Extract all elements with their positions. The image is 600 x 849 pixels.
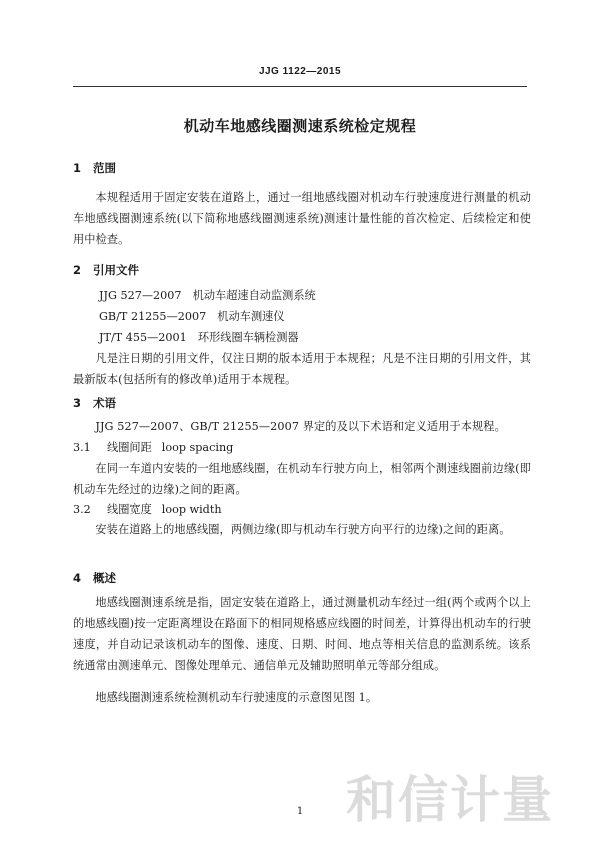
page-title: 机动车地感线圈测速系统检定规程 xyxy=(183,117,417,135)
section-title: 概述 xyxy=(93,571,116,585)
header-divider xyxy=(73,86,527,87)
section-number: 3 xyxy=(73,396,82,410)
reference-item: JJG 527—2007 机动车超速自动监测系统 xyxy=(99,289,316,302)
section-4-heading xyxy=(73,570,116,586)
watermark-logo: 和信计量 xyxy=(346,771,554,829)
section-2-paragraph: 凡是注日期的引用文件，仅注日期的版本适用于本规程；凡是不注日期的引用文件，其最新版本(包括所有的修改单)适用于本规程。 xyxy=(73,352,531,386)
term-3-1-heading xyxy=(73,437,233,458)
section-2-heading xyxy=(73,262,139,278)
section-number: 1 xyxy=(73,161,82,175)
term-en: loop spacing xyxy=(161,441,234,454)
reference-item: GB/T 21255—2007 机动车测速仪 xyxy=(99,310,285,323)
section-title: 术语 xyxy=(93,396,116,410)
section-3-heading xyxy=(73,395,116,411)
section-3-paragraph: JJG 527—2007、GB/T 21255—2007 界定的及以下术语和定义适用于本规程。 xyxy=(95,420,506,433)
term-number: 3.1 xyxy=(73,441,91,454)
term-3-2-heading xyxy=(73,499,222,520)
term-zh: 线圈间距 xyxy=(107,441,152,454)
page-number: 1 xyxy=(296,806,304,817)
term-3-1-definition: 在同一车道内安装的一组地感线圈，在机动车行驶方向上，相邻两个测速线圈前边缘(即机动车先经过的边缘)之间的距离。 xyxy=(73,462,531,496)
term-zh: 线圈宽度 xyxy=(107,503,152,516)
standard-code-header: JJG 1122—2015 xyxy=(258,66,342,77)
section-1-heading xyxy=(73,160,116,176)
section-1-paragraph: 本规程适用于固定安装在道路上，通过一组地感线圈对机动车行驶速度进行测量的机动车地感线圈测速系统(以下简称地感线圈测速系统)测速计量性能的首次检定、后续检定和使用中检查。 xyxy=(73,191,531,246)
term-number: 3.2 xyxy=(73,503,91,516)
section-title: 引用文件 xyxy=(93,263,139,277)
section-title: 范围 xyxy=(93,161,116,175)
term-3-2-definition: 安装在道路上的地感线圈，两侧边缘(即与机动车行驶方向平行的边缘)之间的距离。 xyxy=(95,523,511,536)
section-number: 4 xyxy=(73,571,82,585)
section-number: 2 xyxy=(73,263,82,277)
section-4-paragraph: 地感线圈测速系统是指，固定安装在道路上，通过测量机动车经过一组(两个或两个以上的地感线圈)按一定距离埋设在路面下的相同规格感应线圈的时间差，计算得出机动车的行驶速度，并自动记录该机动车的图像、速度、日期、时间、地点等相关信息的监测系统。该系统通常由测速单元、图像处理单元、通信单元及辅助照明单元等部分组成。 xyxy=(73,596,531,672)
reference-item: JT/T 455—2001 环形线圈车辆检测器 xyxy=(99,331,299,344)
term-en: loop width xyxy=(161,503,222,516)
section-4-figure-reference: 地感线圈测速系统检测机动车行驶速度的示意图见图 1。 xyxy=(95,691,378,704)
